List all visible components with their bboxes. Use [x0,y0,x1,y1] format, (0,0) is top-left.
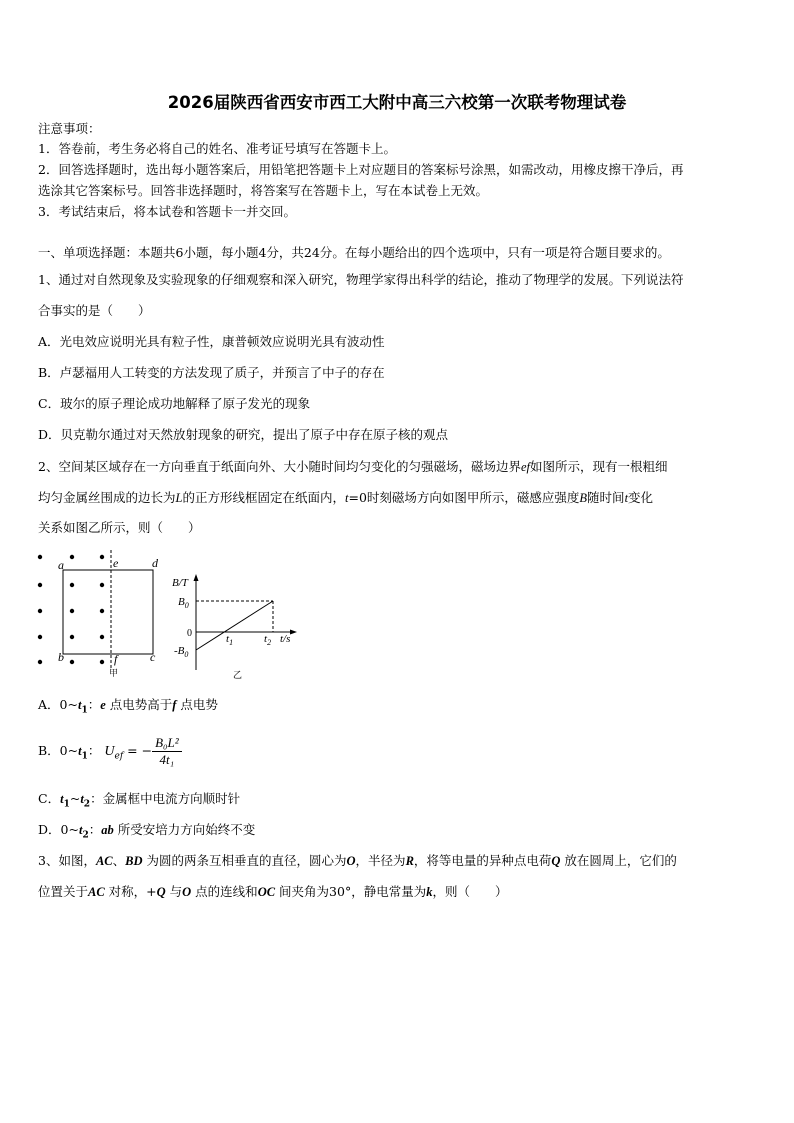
b-t-line [196,601,273,650]
q2-stem-line2: 均匀金属丝围成的边长为L的正方形线框固定在纸面内，t=0时刻磁场方向如图甲所示，磁感应强度B随时间t变化 [38,490,654,505]
fraction: $\frac{\text{B₀L²}}{\text{4t₁}}$ [152,735,182,768]
label-d: d [152,556,158,570]
q3-stem-line2: 位置关于AC 对称，+Q 与O 点的连线和OC 间夹角为30°，静电常量为k，则（ ） [38,884,508,899]
q1-option-a: A．光电效应说明光具有粒子性，康普顿效应说明光具有波动性 [38,334,385,349]
x-axis-label: t/s [280,633,291,645]
q1-stem-line2: 合事实的是（ ） [38,303,151,318]
label-c: c [150,650,156,664]
notice-heading: 注意事项： [38,121,101,136]
q1-stem-line1: 1、通过对自然现象及实验现象的仔细观察和深入研究，物理学家得出科学的结论，推动了物理学的发展。下列说法符 [38,272,684,287]
b0-label: $B_0$ [178,596,189,610]
q2-figure-right [170,570,310,682]
origin-label: 0 [187,628,192,639]
notice-item-1: 1．答卷前，考生务必将自己的姓名、准考证号填写在答题卡上。 [38,141,396,156]
neg-b0-label: $-B_0$ [174,645,189,659]
q1-option-b: B．卢瑟福用人工转变的方法发现了质子，并预言了中子的存在 [38,365,385,380]
q2-option-a: A．$0\sim t_1$：e 点电势高于f 点电势 [38,697,218,716]
caption-jia: 甲 [109,668,119,678]
q2-option-d: D．$0\sim t_2$：ab 所受安培力方向始终不变 [38,822,256,841]
t2-label: $t_2$ [264,633,272,647]
t1-label: $t_1$ [226,633,234,647]
q2-figure-left [30,548,170,682]
q2-option-b: B．$0\sim t_1$： $U_{ef}$ = − $\frac{\text{B₀L²}}{\text{4t₁}}$ [38,735,182,773]
q3-stem-line1: 3、如图，AC、BD 为圆的两条互相垂直的直径，圆心为O，半径为R，将等电量的异种点电荷Q 放在圆周上，它们的 [38,853,677,868]
page-title: 2026届陕西省西安市西工大附中高三六校第一次联考物理试卷 [167,93,627,112]
q1-option-c: C．玻尔的原子理论成功地解释了原子发光的现象 [38,396,311,411]
label-b: b [58,650,64,664]
notice-item-2-cont: 选涂其它答案标号。回答非选择题时，将答案写在答题卡上，写在本试卷上无效。 [38,183,489,198]
q1-option-d: D．贝克勒尔通过对天然放射现象的研究，提出了原子中存在原子核的观点 [38,427,449,442]
section-heading: 一、单项选择题：本题共6小题，每小题4分，共24分。在每小题给出的四个选项中，只有一项是符合题目要求的。 [38,245,670,260]
q2-option-c: C．$t_1\sim t_2$：金属框中电流方向顺时针 [38,791,241,810]
magnetic-field-dots [38,555,104,664]
caption-yi: 乙 [233,670,243,680]
square-frame [63,570,153,654]
q2-stem-line3: 关系如图乙所示，则（ ） [38,520,201,535]
y-axis-arrow [194,574,199,581]
notice-item-3: 3．考试结束后，将本试卷和答题卡一并交回。 [38,204,296,219]
y-axis-label: B/T [172,577,188,589]
label-e: e [113,556,119,570]
q2-stem-line1: 2、空间某区域存在一方向垂直于纸面向外、大小随时间均匀变化的匀强磁场，磁场边界ef如图所示，现有一根粗细 [38,459,668,474]
x-axis-arrow [290,630,297,635]
label-a: a [58,558,64,572]
label-f: f [114,652,118,666]
notice-item-2: 2．回答选择题时，选出每小题答案后，用铅笔把答题卡上对应题目的答案标号涂黑，如需改动，用橡皮擦干净后，再 [38,162,684,177]
